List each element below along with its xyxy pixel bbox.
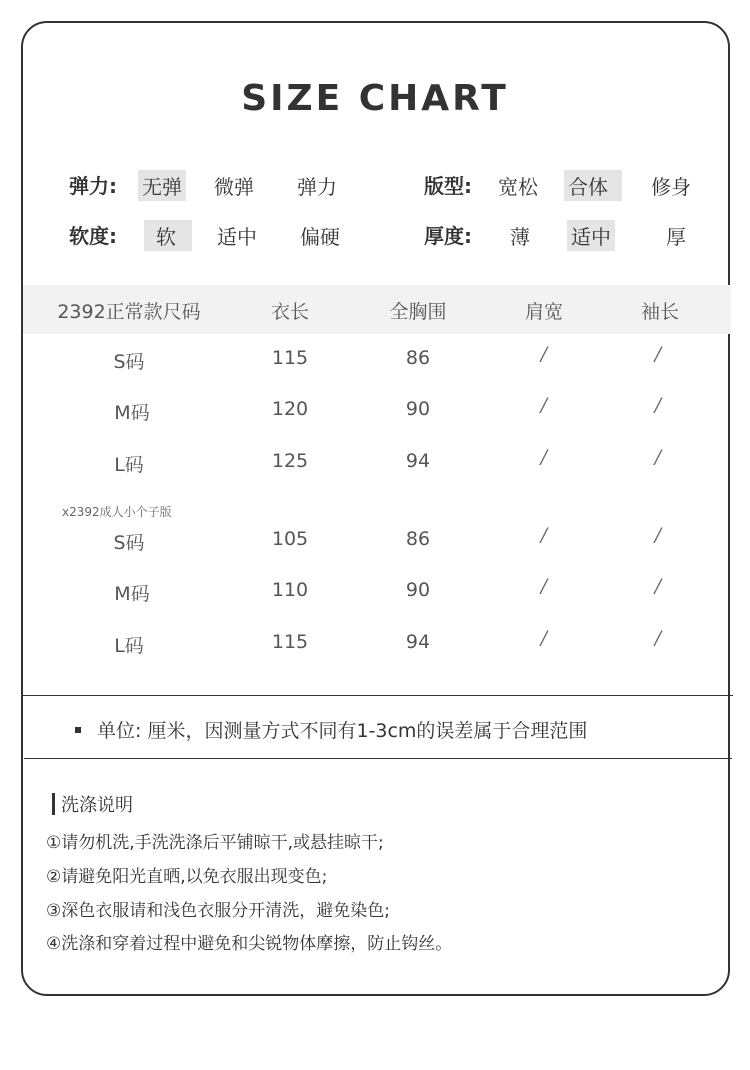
washing-item: ④洗涤和穿着过程中避免和尖锐物体摩擦，防止钩丝。 bbox=[46, 934, 453, 954]
washing-title bbox=[52, 791, 133, 817]
table-cell: / bbox=[540, 343, 548, 365]
header-chest: 全胸围 bbox=[389, 301, 447, 323]
header-length: 衣长 bbox=[270, 301, 310, 323]
bullet-icon bbox=[75, 727, 81, 733]
unit-note-text: 单位: 厘米，因测量方式不同有1-3cm的误差属于合理范围 bbox=[97, 720, 588, 742]
table-cell: / bbox=[540, 446, 548, 468]
thickness-option-thick: 厚 bbox=[666, 225, 686, 249]
table-cell: 120 bbox=[271, 398, 309, 420]
table-cell: / bbox=[654, 575, 662, 597]
fit-label: 版型: bbox=[424, 174, 472, 198]
table-cell: 94 bbox=[405, 631, 431, 653]
table-cell: 86 bbox=[405, 347, 431, 369]
thickness-option-medium: 适中 bbox=[567, 220, 615, 251]
table-cell: / bbox=[540, 575, 548, 597]
table-cell: L码 bbox=[114, 635, 144, 657]
table-cell: 115 bbox=[271, 631, 309, 653]
table-cell: / bbox=[654, 343, 662, 365]
fit-option-loose: 宽松 bbox=[498, 175, 538, 199]
header-size: 2392正常款尺码 bbox=[57, 301, 201, 323]
table-cell: / bbox=[654, 524, 662, 546]
table-cell: 115 bbox=[271, 347, 309, 369]
table-cell: 90 bbox=[405, 398, 431, 420]
elasticity-option-elastic: 弹力 bbox=[297, 175, 337, 199]
washing-title-text: 洗涤说明 bbox=[61, 795, 133, 816]
thickness-option-thin: 薄 bbox=[510, 225, 530, 249]
softness-option-soft: 软 bbox=[144, 220, 192, 251]
softness-option-hard: 偏硬 bbox=[300, 225, 340, 249]
header-shoulder: 肩宽 bbox=[524, 301, 564, 323]
divider-top bbox=[21, 695, 733, 696]
softness-label: 软度: bbox=[69, 224, 117, 248]
table-cell: / bbox=[540, 627, 548, 649]
table-cell: / bbox=[540, 524, 548, 546]
table-cell: / bbox=[654, 446, 662, 468]
table-cell: 105 bbox=[271, 528, 309, 550]
table-cell: 125 bbox=[271, 450, 309, 472]
table-cell: L码 bbox=[114, 454, 144, 476]
page-title: SIZE CHART bbox=[241, 78, 509, 119]
title-bar-icon bbox=[52, 793, 55, 815]
table-cell: S码 bbox=[113, 532, 145, 554]
divider-bottom bbox=[24, 758, 732, 759]
elasticity-option-none: 无弹 bbox=[138, 170, 186, 201]
elasticity-label: 弹力: bbox=[69, 174, 117, 198]
table-cell: M码 bbox=[114, 402, 150, 424]
unit-note bbox=[75, 716, 587, 743]
washing-item: ②请避免阳光直晒,以免衣服出现变色; bbox=[46, 867, 328, 887]
table-cell: / bbox=[654, 394, 662, 416]
table-cell: 86 bbox=[405, 528, 431, 550]
washing-item: ①请勿机洗,手洗洗涤后平铺晾干,或悬挂晾干; bbox=[46, 833, 384, 853]
softness-option-medium: 适中 bbox=[217, 225, 257, 249]
table-cell: S码 bbox=[113, 351, 145, 373]
elasticity-option-slight: 微弹 bbox=[214, 175, 254, 199]
table-cell: 94 bbox=[405, 450, 431, 472]
table-cell: / bbox=[540, 394, 548, 416]
table-cell: M码 bbox=[114, 583, 150, 605]
table-cell: 90 bbox=[405, 579, 431, 601]
fit-option-regular: 合体 bbox=[564, 170, 622, 201]
table-cell: 110 bbox=[271, 579, 309, 601]
header-sleeve: 袖长 bbox=[640, 301, 680, 323]
thickness-label: 厚度: bbox=[424, 224, 472, 248]
table-cell: / bbox=[654, 627, 662, 649]
fit-option-slim: 修身 bbox=[651, 175, 691, 199]
washing-item: ③深色衣服请和浅色衣服分开清洗，避免染色; bbox=[46, 901, 390, 921]
petite-section-label: x2392成人小个子版 bbox=[62, 505, 172, 519]
